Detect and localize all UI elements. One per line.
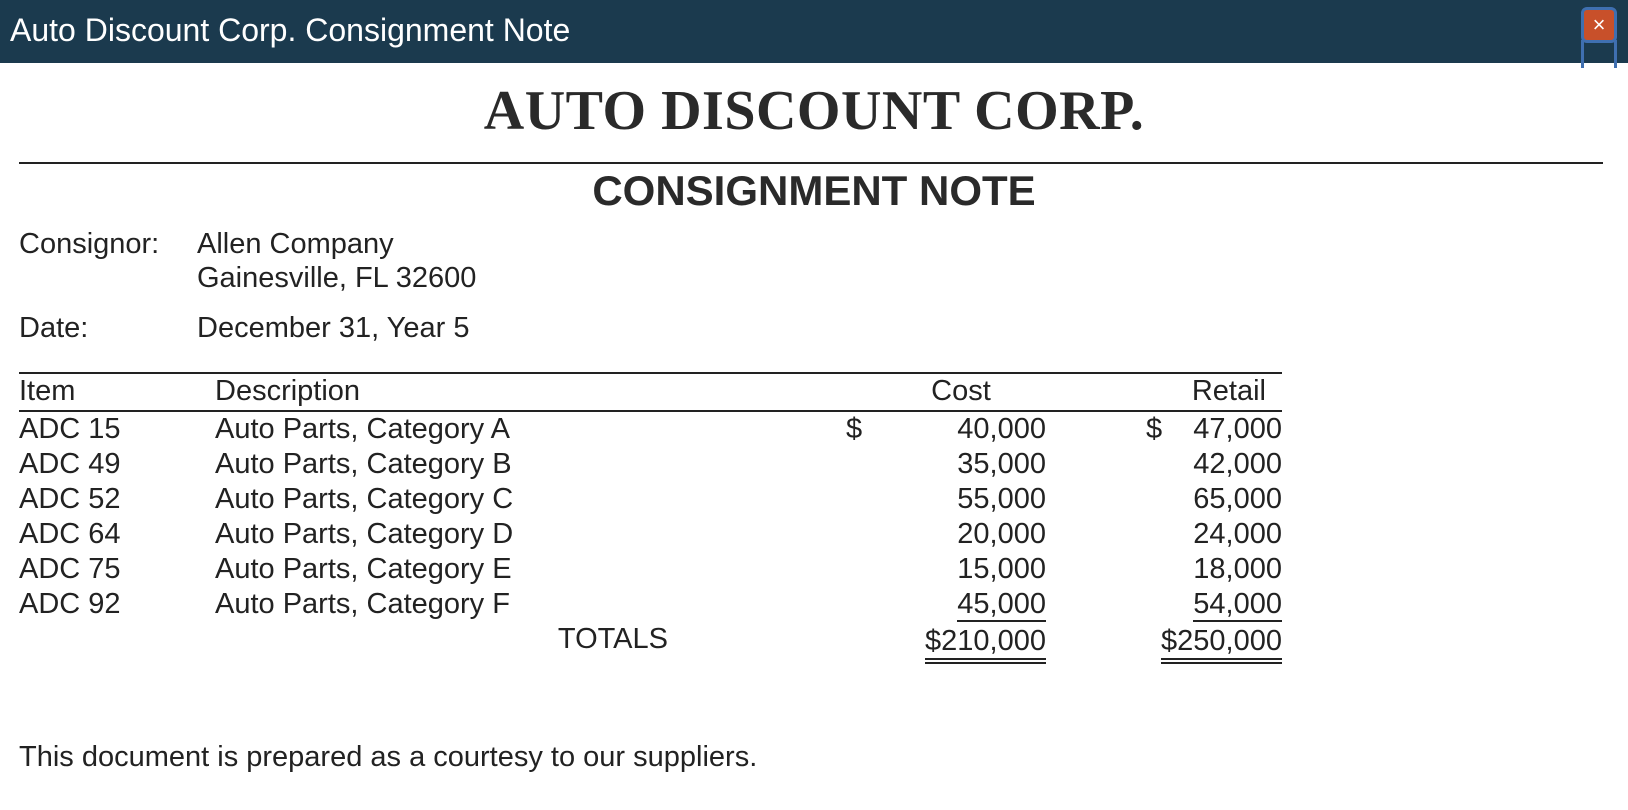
- document-title: CONSIGNMENT NOTE: [592, 167, 1036, 214]
- total-cost-amount: $210,000: [925, 626, 1046, 664]
- consignment-document: [0, 63, 1628, 810]
- table-row: [19, 517, 1282, 552]
- consignor-address: Gainesville, FL 32600: [197, 262, 477, 294]
- currency-symbol: $: [1146, 413, 1163, 445]
- retail-amount-underlined: 54,000: [1193, 588, 1282, 620]
- window-titlebar: [0, 0, 1628, 63]
- item-description: Auto Parts, Category D: [215, 518, 514, 550]
- item-retail: [1146, 587, 1282, 622]
- consignor-label: Consignor:: [19, 228, 160, 260]
- item-description: Auto Parts, Category C: [215, 483, 514, 515]
- item-cost: 55,000: [957, 483, 1046, 515]
- consignment-items-table: [19, 372, 1282, 664]
- footer-note: This document is prepared as a courtesy to our suppliers.: [19, 741, 758, 773]
- item-description: Auto Parts, Category B: [215, 448, 512, 480]
- totals-row: [19, 622, 1282, 664]
- header-description: Description: [215, 373, 846, 411]
- item-retail: 65,000: [1193, 483, 1282, 515]
- total-retail: [1146, 622, 1282, 664]
- item-retail: [1146, 411, 1282, 447]
- table-header-row: [19, 373, 1282, 411]
- table-row: [19, 482, 1282, 517]
- currency-symbol: $: [846, 413, 863, 445]
- item-code: ADC 64: [19, 518, 121, 550]
- close-button[interactable]: [1581, 7, 1617, 43]
- item-description: Auto Parts, Category F: [215, 588, 510, 620]
- company-name: AUTO DISCOUNT CORP.: [483, 80, 1145, 142]
- item-cost: 20,000: [957, 518, 1046, 550]
- item-retail: 18,000: [1193, 553, 1282, 585]
- window-title: Auto Discount Corp. Consignment Note: [10, 12, 571, 48]
- header-spacer: [1046, 373, 1146, 411]
- total-retail-amount: $250,000: [1161, 626, 1282, 664]
- date-label: Date:: [19, 312, 89, 344]
- close-icon: ×: [1592, 12, 1606, 37]
- table-row: [19, 411, 1282, 447]
- item-cost: [846, 587, 1046, 622]
- date-value: December 31, Year 5: [197, 312, 470, 344]
- header-item: Item: [19, 373, 215, 411]
- header-retail: Retail: [1146, 373, 1282, 411]
- table-row: [19, 587, 1282, 622]
- header-divider: [19, 162, 1603, 164]
- item-code: ADC 75: [19, 553, 121, 585]
- item-retail: 42,000: [1193, 448, 1282, 480]
- item-cost: 15,000: [957, 553, 1046, 585]
- item-code: ADC 15: [19, 413, 121, 445]
- total-cost: [846, 622, 1046, 664]
- item-code: ADC 92: [19, 588, 121, 620]
- totals-label: TOTALS: [557, 623, 668, 655]
- item-cost: 35,000: [957, 448, 1046, 480]
- item-description: Auto Parts, Category A: [215, 413, 510, 445]
- cost-amount-underlined: 45,000: [957, 588, 1046, 620]
- item-retail: 24,000: [1193, 518, 1282, 550]
- table-row: [19, 552, 1282, 587]
- item-cost: [846, 411, 1046, 447]
- cost-amount: 40,000: [957, 413, 1046, 445]
- table-row: [19, 447, 1282, 482]
- retail-amount: 47,000: [1193, 413, 1282, 445]
- item-code: ADC 52: [19, 483, 121, 515]
- consignor-name: Allen Company: [197, 228, 394, 260]
- item-code: ADC 49: [19, 448, 121, 480]
- item-description: Auto Parts, Category E: [215, 553, 512, 585]
- header-cost: Cost: [846, 373, 1046, 411]
